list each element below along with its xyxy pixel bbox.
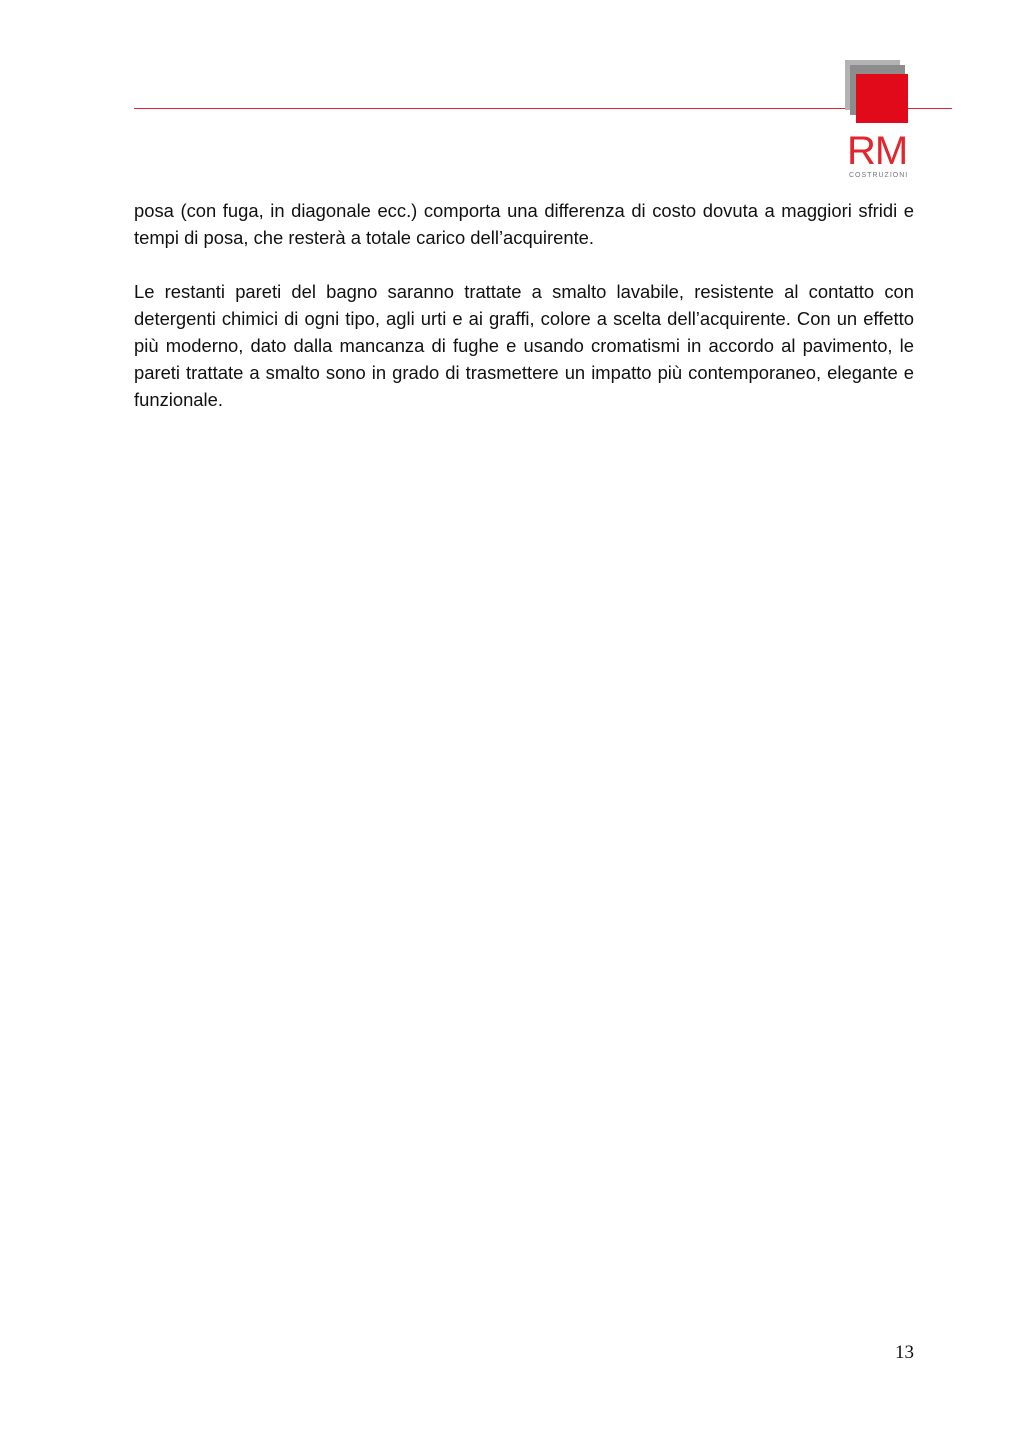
document-body (134, 197, 914, 413)
logo-wordmark: RM (847, 129, 908, 173)
logo-square-red (856, 74, 908, 123)
logo-subtitle: COSTRUZIONI (849, 172, 909, 179)
header-rule (134, 108, 952, 109)
paragraph: posa (con fuga, in diagonale ecc.) comporta una differenza di costo dovuta a maggiori sfridi e tempi di posa, che resterà a totale carico dell’acquirente. (134, 200, 914, 248)
page-number: 13 (895, 1342, 914, 1363)
company-logo (843, 60, 913, 182)
paragraph: Le restanti pareti del bagno saranno trattate a smalto lavabile, resistente al contatto con detergenti chimici di ogni tipo, agli urti e ai graffi, colore a scelta dell’acquirente. Con un effetto più moderno, dato dalla mancanza di fughe e usando cromatismi in accordo al pavimento, le pareti trattate a smalto sono in grado di trasmettere un impatto più contemporaneo, elegante e funzionale. (134, 281, 914, 410)
